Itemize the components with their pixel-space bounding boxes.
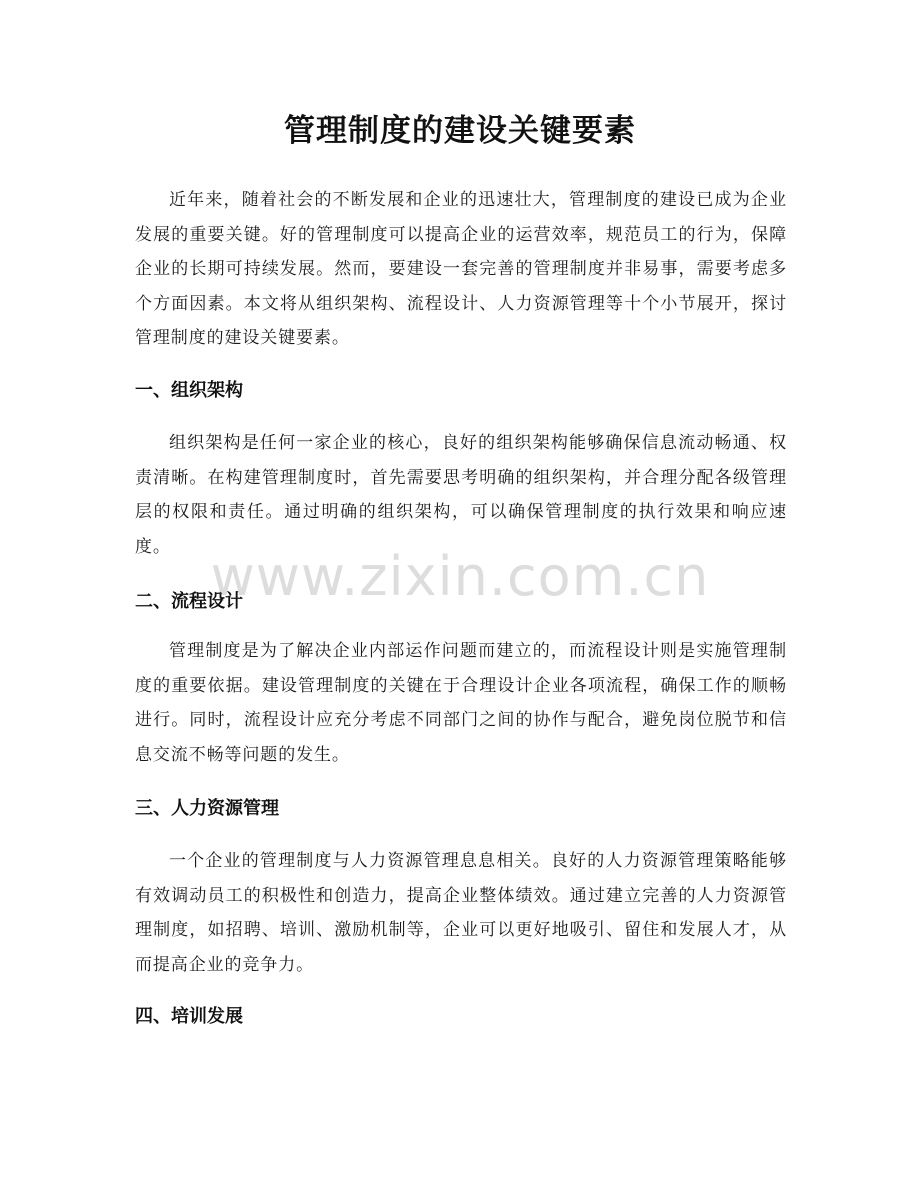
section-heading-4: 四、培训发展 <box>135 1006 243 1027</box>
section-body-1: 组织架构是任何一家企业的核心，良好的组织架构能够确保信息流动畅通、权责清晰。在构建管理制度时，首先需要思考明确的组织架构，并合理分配各级管理层的权限和责任。通过明确的组织架构，可以确保管理制度的执行效果和响应速度。 <box>135 433 787 557</box>
section-heading-2: 二、流程设计 <box>135 591 243 612</box>
section-heading-1: 一、组织架构 <box>135 380 243 401</box>
section-heading-3: 三、人力资源管理 <box>135 798 279 819</box>
intro-paragraph: 近年来，随着社会的不断发展和企业的迅速壮大，管理制度的建设已成为企业发展的重要关键。好的管理制度可以提高企业的运营效率，规范员工的行为，保障企业的长期可持续发展。然而，要建设一套完善的管理制度并非易事，需要考虑多个方面因素。本文将从组织架构、流程设计、人力资源管理等十个小节展开，探讨管理制度的建设关键要素。 <box>135 190 787 348</box>
section-body-3: 一个企业的管理制度与人力资源管理息息相关。良好的人力资源管理策略能够有效调动员工的积极性和创造力，提高企业整体绩效。通过建立完善的人力资源管理制度，如招聘、培训、激励机制等，企业可以更好地吸引、留住和发展人才，从而提高企业的竞争力。 <box>135 851 787 975</box>
section-body-2: 管理制度是为了解决企业内部运作问题而建立的，而流程设计则是实施管理制度的重要依据。建设管理制度的关键在于合理设计企业各项流程，确保工作的顺畅进行。同时，流程设计应充分考虑不同部门之间的协作与配合，避免岗位脱节和信息交流不畅等问题的发生。 <box>135 641 787 765</box>
document-title: 管理制度的建设关键要素 <box>284 113 636 149</box>
watermark: www.zixin.com.cn <box>210 545 710 608</box>
